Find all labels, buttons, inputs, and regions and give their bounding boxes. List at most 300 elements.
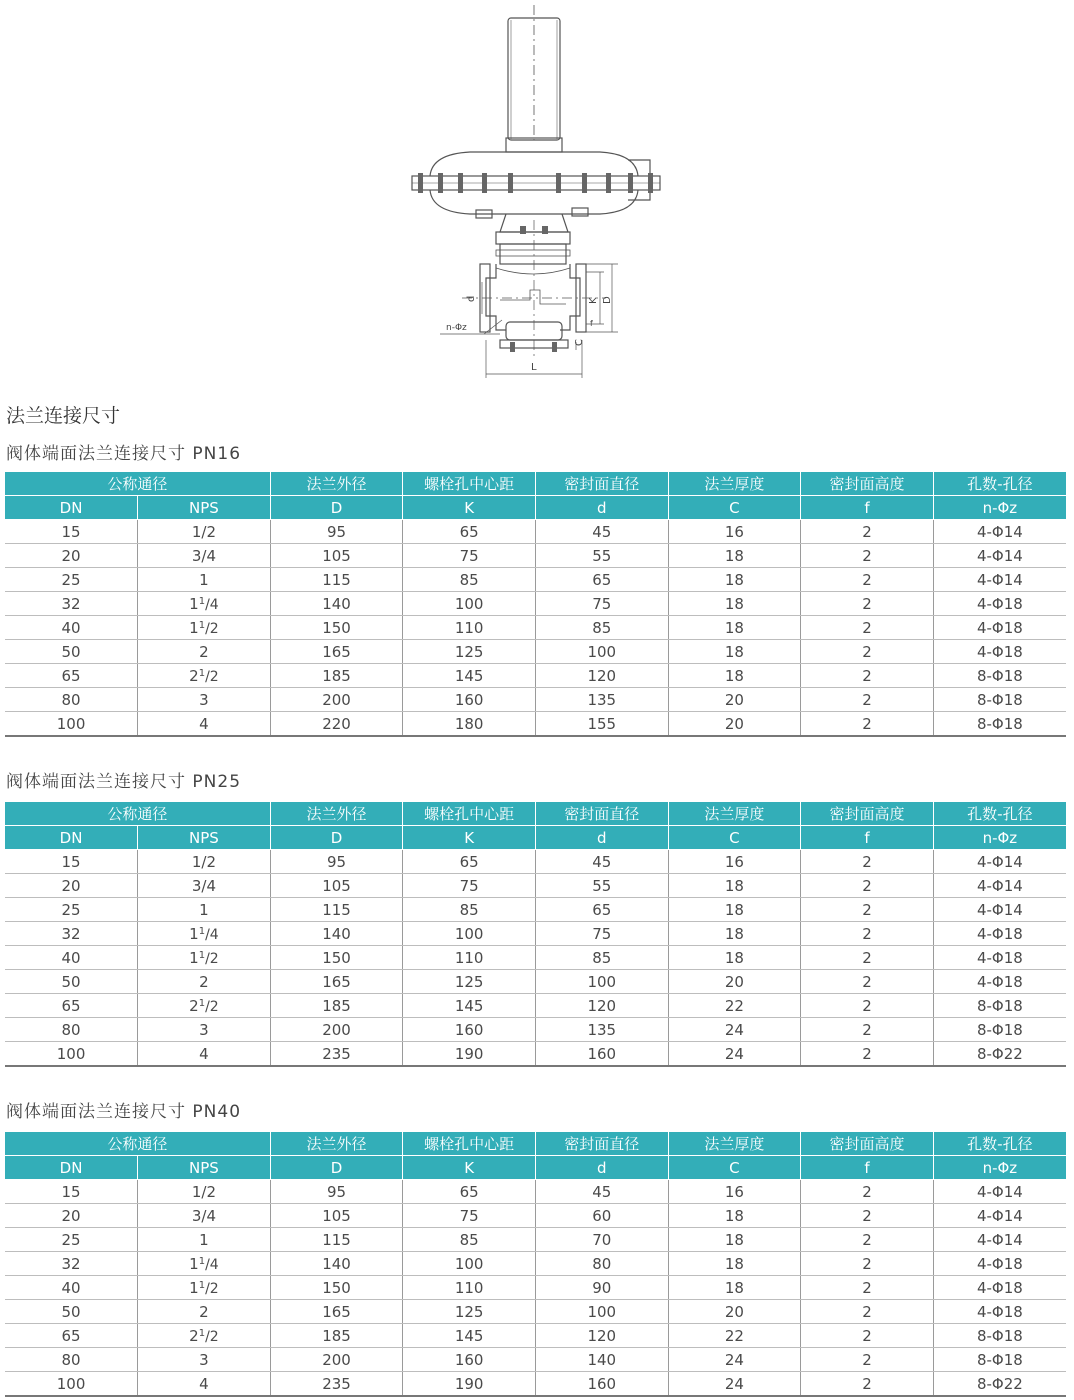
cell-bolt-circle: 65 [403, 850, 536, 874]
table-title-pn25: 阀体端面法兰连接尺寸 PN25 [6, 772, 242, 792]
cell-thickness: 18 [668, 592, 801, 616]
dim-label-c: C [574, 339, 585, 346]
cell-flange-od: 140 [270, 592, 403, 616]
header-nominal-diameter: 公称通径 [5, 1132, 270, 1156]
cell-thickness: 16 [668, 850, 801, 874]
subheader-f: f [801, 496, 934, 520]
cell-dn: 100 [5, 1042, 138, 1067]
cell-nps: $1^1/2$ [138, 1276, 271, 1300]
cell-nps: $2^1/2$ [138, 1324, 271, 1348]
cell-dn: 25 [5, 898, 138, 922]
cell-nps: 1 [138, 568, 271, 592]
cell-flange-od: 115 [270, 898, 403, 922]
cell-holes: 8-Φ22 [933, 1042, 1066, 1067]
cell-dn: 40 [5, 616, 138, 640]
cell-seal-height: 2 [801, 1042, 934, 1067]
cell-flange-od: 115 [270, 1228, 403, 1252]
cell-bolt-circle: 100 [403, 922, 536, 946]
table-row [5, 874, 1066, 898]
cell-seal-height: 2 [801, 688, 934, 712]
cell-holes: 8-Φ18 [933, 712, 1066, 737]
cell-dn: 80 [5, 1018, 138, 1042]
header-bolt-circle: 螺栓孔中心距 [403, 1132, 536, 1156]
cell-thickness: 18 [668, 568, 801, 592]
header-holes: 孔数-孔径 [933, 472, 1066, 496]
table-row [5, 1252, 1066, 1276]
cell-holes: 8-Φ18 [933, 688, 1066, 712]
table-row [5, 1324, 1066, 1348]
cell-dn: 15 [5, 1180, 138, 1204]
flange-table-pn40 [5, 1132, 1066, 1397]
header-holes: 孔数-孔径 [933, 1132, 1066, 1156]
cell-holes: 8-Φ18 [933, 1348, 1066, 1372]
cell-holes: 4-Φ18 [933, 592, 1066, 616]
cell-holes: 4-Φ14 [933, 520, 1066, 544]
cell-flange-od: 235 [270, 1372, 403, 1397]
header-seal-height: 密封面高度 [801, 802, 934, 826]
cell-holes: 8-Φ22 [933, 1372, 1066, 1397]
cell-thickness: 18 [668, 946, 801, 970]
cell-seal-height: 2 [801, 592, 934, 616]
cell-holes: 8-Φ18 [933, 1018, 1066, 1042]
cell-bolt-circle: 190 [403, 1042, 536, 1067]
cell-seal-height: 2 [801, 616, 934, 640]
cell-bolt-circle: 125 [403, 1300, 536, 1324]
subheader-k: K [403, 1156, 536, 1180]
cell-nps: 4 [138, 712, 271, 737]
cell-flange-od: 220 [270, 712, 403, 737]
dim-label-l: L [531, 362, 537, 373]
cell-nps: 3/4 [138, 544, 271, 568]
subheader-k: K [403, 826, 536, 850]
table-row [5, 1204, 1066, 1228]
cell-seal-diameter: 80 [535, 1252, 668, 1276]
cell-dn: 65 [5, 994, 138, 1018]
cell-dn: 20 [5, 544, 138, 568]
valve-technical-drawing [0, 0, 1074, 390]
cell-holes: 4-Φ18 [933, 946, 1066, 970]
cell-flange-od: 140 [270, 922, 403, 946]
cell-nps: 3/4 [138, 1204, 271, 1228]
cell-holes: 4-Φ14 [933, 898, 1066, 922]
cell-holes: 8-Φ18 [933, 1324, 1066, 1348]
subheader-c: C [668, 826, 801, 850]
cell-flange-od: 95 [270, 850, 403, 874]
table-row [5, 970, 1066, 994]
table-row [5, 592, 1066, 616]
cell-flange-od: 165 [270, 970, 403, 994]
cell-thickness: 18 [668, 616, 801, 640]
cell-seal-diameter: 100 [535, 970, 668, 994]
cell-seal-height: 2 [801, 640, 934, 664]
cell-dn: 20 [5, 1204, 138, 1228]
cell-nps: $1^1/4$ [138, 592, 271, 616]
cell-nps: 4 [138, 1372, 271, 1397]
cell-thickness: 24 [668, 1372, 801, 1397]
table-row [5, 616, 1066, 640]
cell-bolt-circle: 145 [403, 994, 536, 1018]
cell-seal-diameter: 90 [535, 1276, 668, 1300]
cell-dn: 50 [5, 1300, 138, 1324]
subheader-nps: NPS [138, 826, 271, 850]
table-row [5, 898, 1066, 922]
subheader-k: K [403, 496, 536, 520]
cell-thickness: 24 [668, 1018, 801, 1042]
cell-dn: 15 [5, 520, 138, 544]
cell-holes: 4-Φ14 [933, 544, 1066, 568]
cell-dn: 65 [5, 1324, 138, 1348]
cell-nps: $1^1/2$ [138, 946, 271, 970]
cell-thickness: 18 [668, 1228, 801, 1252]
cell-holes: 4-Φ18 [933, 640, 1066, 664]
subheader-d-outer: D [270, 496, 403, 520]
header-seal-height: 密封面高度 [801, 1132, 934, 1156]
cell-bolt-circle: 110 [403, 946, 536, 970]
cell-bolt-circle: 160 [403, 1018, 536, 1042]
cell-seal-diameter: 160 [535, 1042, 668, 1067]
cell-seal-height: 2 [801, 922, 934, 946]
cell-dn: 100 [5, 1372, 138, 1397]
cell-dn: 32 [5, 922, 138, 946]
cell-holes: 4-Φ14 [933, 1228, 1066, 1252]
table-row [5, 1042, 1066, 1067]
table-row [5, 1228, 1066, 1252]
cell-flange-od: 200 [270, 1348, 403, 1372]
cell-seal-height: 2 [801, 874, 934, 898]
cell-nps: $1^1/2$ [138, 616, 271, 640]
cell-flange-od: 165 [270, 640, 403, 664]
dim-label-dd: D [602, 296, 613, 304]
cell-holes: 4-Φ14 [933, 850, 1066, 874]
table-row [5, 1018, 1066, 1042]
cell-holes: 4-Φ14 [933, 568, 1066, 592]
cell-holes: 4-Φ14 [933, 1180, 1066, 1204]
table-row [5, 1300, 1066, 1324]
cell-bolt-circle: 65 [403, 520, 536, 544]
header-seal-diameter: 密封面直径 [535, 1132, 668, 1156]
subheader-n-phi-z: n-Φz [933, 1156, 1066, 1180]
cell-holes: 8-Φ18 [933, 664, 1066, 688]
cell-thickness: 18 [668, 1252, 801, 1276]
table-row [5, 1348, 1066, 1372]
cell-holes: 4-Φ14 [933, 874, 1066, 898]
subheader-nps: NPS [138, 1156, 271, 1180]
cell-dn: 80 [5, 688, 138, 712]
subheader-n-phi-z: n-Φz [933, 496, 1066, 520]
cell-dn: 32 [5, 1252, 138, 1276]
cell-holes: 4-Φ18 [933, 970, 1066, 994]
cell-nps: 3/4 [138, 874, 271, 898]
subheader-c: C [668, 496, 801, 520]
cell-seal-diameter: 120 [535, 994, 668, 1018]
cell-dn: 50 [5, 970, 138, 994]
cell-seal-diameter: 140 [535, 1348, 668, 1372]
cell-seal-diameter: 120 [535, 664, 668, 688]
table-row [5, 1276, 1066, 1300]
cell-bolt-circle: 75 [403, 874, 536, 898]
cell-seal-height: 2 [801, 1324, 934, 1348]
cell-nps: 3 [138, 1348, 271, 1372]
cell-bolt-circle: 110 [403, 1276, 536, 1300]
cell-flange-od: 200 [270, 1018, 403, 1042]
cell-seal-height: 2 [801, 1018, 934, 1042]
cell-nps: 4 [138, 1042, 271, 1067]
header-flange-od: 法兰外径 [270, 1132, 403, 1156]
table-row [5, 994, 1066, 1018]
cell-thickness: 20 [668, 688, 801, 712]
cell-seal-diameter: 160 [535, 1372, 668, 1397]
table-row [5, 640, 1066, 664]
header-seal-diameter: 密封面直径 [535, 472, 668, 496]
cell-seal-diameter: 75 [535, 592, 668, 616]
cell-seal-diameter: 70 [535, 1228, 668, 1252]
cell-holes: 4-Φ14 [933, 1204, 1066, 1228]
subheader-f: f [801, 826, 934, 850]
header-nominal-diameter: 公称通径 [5, 802, 270, 826]
cell-flange-od: 185 [270, 1324, 403, 1348]
cell-nps: $2^1/2$ [138, 664, 271, 688]
cell-bolt-circle: 75 [403, 544, 536, 568]
header-flange-thickness: 法兰厚度 [668, 1132, 801, 1156]
cell-seal-height: 2 [801, 1228, 934, 1252]
cell-holes: 8-Φ18 [933, 994, 1066, 1018]
cell-thickness: 24 [668, 1348, 801, 1372]
cell-flange-od: 95 [270, 520, 403, 544]
cell-bolt-circle: 85 [403, 568, 536, 592]
cell-seal-height: 2 [801, 1276, 934, 1300]
header-flange-od: 法兰外径 [270, 802, 403, 826]
cell-bolt-circle: 85 [403, 1228, 536, 1252]
dim-label-k: K [588, 297, 599, 304]
cell-holes: 4-Φ18 [933, 1252, 1066, 1276]
cell-dn: 50 [5, 640, 138, 664]
cell-seal-diameter: 45 [535, 520, 668, 544]
section-title: 法兰连接尺寸 [6, 405, 121, 427]
table-row [5, 1372, 1066, 1397]
cell-flange-od: 105 [270, 874, 403, 898]
cell-seal-diameter: 55 [535, 874, 668, 898]
cell-flange-od: 150 [270, 616, 403, 640]
cell-thickness: 22 [668, 1324, 801, 1348]
cell-holes: 4-Φ18 [933, 616, 1066, 640]
cell-bolt-circle: 100 [403, 592, 536, 616]
cell-dn: 80 [5, 1348, 138, 1372]
cell-bolt-circle: 180 [403, 712, 536, 737]
cell-seal-height: 2 [801, 1372, 934, 1397]
subheader-n-phi-z: n-Φz [933, 826, 1066, 850]
header-bolt-circle: 螺栓孔中心距 [403, 472, 536, 496]
header-nominal-diameter: 公称通径 [5, 472, 270, 496]
cell-thickness: 18 [668, 640, 801, 664]
table-row [5, 544, 1066, 568]
cell-seal-height: 2 [801, 664, 934, 688]
cell-bolt-circle: 145 [403, 1324, 536, 1348]
cell-seal-height: 2 [801, 1180, 934, 1204]
cell-thickness: 20 [668, 1300, 801, 1324]
cell-seal-height: 2 [801, 1300, 934, 1324]
cell-seal-diameter: 45 [535, 1180, 668, 1204]
subheader-dn: DN [5, 826, 138, 850]
cell-nps: 1/2 [138, 1180, 271, 1204]
subheader-d-outer: D [270, 1156, 403, 1180]
cell-seal-height: 2 [801, 898, 934, 922]
cell-bolt-circle: 160 [403, 688, 536, 712]
subheader-dn: DN [5, 496, 138, 520]
cell-seal-diameter: 60 [535, 1204, 668, 1228]
cell-seal-diameter: 100 [535, 1300, 668, 1324]
cell-bolt-circle: 125 [403, 640, 536, 664]
cell-seal-height: 2 [801, 568, 934, 592]
cell-bolt-circle: 160 [403, 1348, 536, 1372]
cell-bolt-circle: 75 [403, 1204, 536, 1228]
cell-thickness: 16 [668, 520, 801, 544]
table-row [5, 568, 1066, 592]
table-row [5, 1180, 1066, 1204]
cell-dn: 20 [5, 874, 138, 898]
cell-thickness: 18 [668, 544, 801, 568]
cell-thickness: 18 [668, 1276, 801, 1300]
table-row [5, 922, 1066, 946]
header-flange-od: 法兰外径 [270, 472, 403, 496]
cell-seal-diameter: 75 [535, 922, 668, 946]
cell-flange-od: 115 [270, 568, 403, 592]
cell-flange-od: 200 [270, 688, 403, 712]
header-flange-thickness: 法兰厚度 [668, 802, 801, 826]
cell-holes: 4-Φ18 [933, 1276, 1066, 1300]
cell-bolt-circle: 85 [403, 898, 536, 922]
cell-holes: 4-Φ18 [933, 1300, 1066, 1324]
cell-seal-height: 2 [801, 850, 934, 874]
subheader-c: C [668, 1156, 801, 1180]
cell-seal-height: 2 [801, 970, 934, 994]
cell-seal-diameter: 65 [535, 568, 668, 592]
cell-nps: $1^1/4$ [138, 1252, 271, 1276]
cell-seal-height: 2 [801, 1252, 934, 1276]
cell-nps: 2 [138, 970, 271, 994]
cell-seal-diameter: 100 [535, 640, 668, 664]
cell-seal-height: 2 [801, 946, 934, 970]
header-holes: 孔数-孔径 [933, 802, 1066, 826]
cell-seal-height: 2 [801, 544, 934, 568]
cell-bolt-circle: 190 [403, 1372, 536, 1397]
cell-nps: 3 [138, 1018, 271, 1042]
cell-flange-od: 150 [270, 1276, 403, 1300]
cell-thickness: 20 [668, 712, 801, 737]
header-seal-height: 密封面高度 [801, 472, 934, 496]
subheader-d-outer: D [270, 826, 403, 850]
cell-dn: 32 [5, 592, 138, 616]
cell-thickness: 18 [668, 1204, 801, 1228]
table-row [5, 664, 1066, 688]
cell-nps: 2 [138, 1300, 271, 1324]
cell-nps: 1 [138, 898, 271, 922]
cell-thickness: 20 [668, 970, 801, 994]
cell-nps: 1/2 [138, 520, 271, 544]
cell-dn: 15 [5, 850, 138, 874]
cell-nps: 1/2 [138, 850, 271, 874]
cell-dn: 100 [5, 712, 138, 737]
cell-seal-diameter: 65 [535, 898, 668, 922]
cell-bolt-circle: 65 [403, 1180, 536, 1204]
subheader-d-seal: d [535, 1156, 668, 1180]
cell-flange-od: 185 [270, 664, 403, 688]
cell-bolt-circle: 100 [403, 1252, 536, 1276]
cell-thickness: 18 [668, 874, 801, 898]
cell-seal-diameter: 55 [535, 544, 668, 568]
cell-seal-diameter: 155 [535, 712, 668, 737]
cell-flange-od: 150 [270, 946, 403, 970]
cell-nps: 1 [138, 1228, 271, 1252]
cell-flange-od: 140 [270, 1252, 403, 1276]
cell-bolt-circle: 125 [403, 970, 536, 994]
cell-seal-diameter: 45 [535, 850, 668, 874]
cell-holes: 4-Φ18 [933, 922, 1066, 946]
cell-dn: 40 [5, 1276, 138, 1300]
table-row [5, 520, 1066, 544]
cell-flange-od: 235 [270, 1042, 403, 1067]
cell-seal-diameter: 135 [535, 688, 668, 712]
cell-seal-height: 2 [801, 1204, 934, 1228]
cell-seal-height: 2 [801, 1348, 934, 1372]
cell-bolt-circle: 145 [403, 664, 536, 688]
cell-nps: 2 [138, 640, 271, 664]
cell-dn: 25 [5, 568, 138, 592]
flange-table-pn16 [5, 472, 1066, 737]
cell-flange-od: 105 [270, 1204, 403, 1228]
subheader-f: f [801, 1156, 934, 1180]
flange-table-pn25 [5, 802, 1066, 1067]
cell-flange-od: 165 [270, 1300, 403, 1324]
cell-thickness: 16 [668, 1180, 801, 1204]
cell-nps: $1^1/4$ [138, 922, 271, 946]
cell-flange-od: 105 [270, 544, 403, 568]
subheader-dn: DN [5, 1156, 138, 1180]
cell-thickness: 22 [668, 994, 801, 1018]
table-title-pn40: 阀体端面法兰连接尺寸 PN40 [6, 1102, 242, 1122]
cell-nps: 3 [138, 688, 271, 712]
table-title-pn16: 阀体端面法兰连接尺寸 PN16 [6, 444, 242, 464]
cell-flange-od: 95 [270, 1180, 403, 1204]
cell-nps: $2^1/2$ [138, 994, 271, 1018]
subheader-nps: NPS [138, 496, 271, 520]
cell-flange-od: 185 [270, 994, 403, 1018]
cell-bolt-circle: 110 [403, 616, 536, 640]
cell-thickness: 18 [668, 664, 801, 688]
subheader-d-seal: d [535, 496, 668, 520]
cell-thickness: 18 [668, 922, 801, 946]
subheader-d-seal: d [535, 826, 668, 850]
table-row [5, 946, 1066, 970]
table-row [5, 712, 1066, 737]
cell-dn: 65 [5, 664, 138, 688]
cell-seal-height: 2 [801, 520, 934, 544]
dim-label-holes: n-Φz [446, 323, 467, 333]
cell-dn: 25 [5, 1228, 138, 1252]
cell-seal-diameter: 135 [535, 1018, 668, 1042]
table-row [5, 688, 1066, 712]
cell-seal-diameter: 120 [535, 1324, 668, 1348]
cell-seal-diameter: 85 [535, 946, 668, 970]
cell-seal-diameter: 85 [535, 616, 668, 640]
header-bolt-circle: 螺栓孔中心距 [403, 802, 536, 826]
dim-label-f: f [590, 319, 593, 328]
cell-seal-height: 2 [801, 712, 934, 737]
dim-label-d: d [466, 295, 477, 302]
cell-thickness: 24 [668, 1042, 801, 1067]
cell-thickness: 18 [668, 898, 801, 922]
cell-seal-height: 2 [801, 994, 934, 1018]
table-row [5, 850, 1066, 874]
